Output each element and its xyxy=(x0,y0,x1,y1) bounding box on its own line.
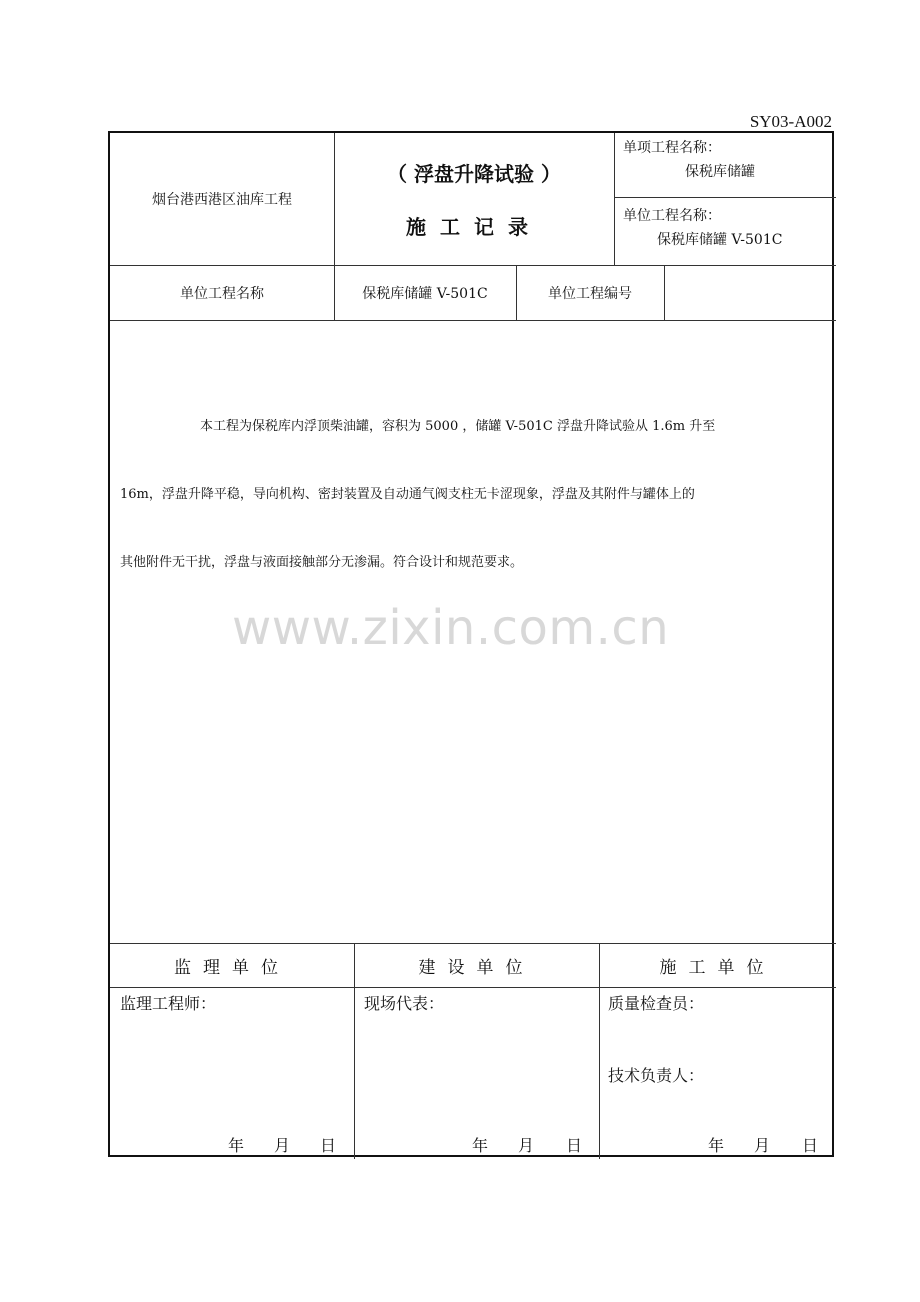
form-title xyxy=(334,133,614,265)
watermark: www.zixin.com.cn xyxy=(232,600,670,656)
content-line: 本工程为保税库内浮顶柴油罐，容积为 5000 ，储罐 V-501C 浮盘升降试验从 1.6m 升至 xyxy=(200,419,716,434)
technical-lead-label: 技术负责人： xyxy=(608,1066,705,1085)
supervision-unit-heading: 监理单位 xyxy=(174,957,290,978)
divider xyxy=(614,133,615,265)
content-line: 其他附件无干扰，浮盘与液面接触部分无渗漏。符合设计和规范要求。 xyxy=(120,555,524,570)
unit-code-value xyxy=(664,265,836,320)
unit-project-value: 保税库储罐 V-501C xyxy=(657,232,783,248)
single-item-block xyxy=(623,137,823,181)
unit-name-value: 保税库储罐 V-501C xyxy=(362,285,488,302)
owner-unit-heading: 建设单位 xyxy=(418,957,535,978)
content-line: 16m，浮盘升降平稳，导向机构、密封装置及自动通气阀支柱无卡涩现象，浮盘及其附件与罐体上的 xyxy=(120,487,695,502)
supervision-date-year: 年 xyxy=(228,1136,245,1155)
unit-code-label: 单位工程编号 xyxy=(548,285,632,302)
project-name: 烟台港西港区油库工程 xyxy=(152,192,292,208)
contractor-date-year: 年 xyxy=(708,1136,725,1155)
unit-name-label: 单位工程名称 xyxy=(180,285,264,302)
single-item-value: 保税库储罐 xyxy=(685,164,755,180)
contractor-date-day: 日 xyxy=(802,1136,819,1155)
divider xyxy=(614,197,836,198)
divider xyxy=(110,987,836,988)
site-representative-label: 现场代表： xyxy=(364,994,445,1013)
quality-inspector-label: 质量检查员： xyxy=(608,994,705,1013)
record-title: 施工记录 xyxy=(406,215,542,239)
record-content xyxy=(120,321,826,597)
supervision-date-day: 日 xyxy=(320,1136,337,1155)
contractor-unit-heading: 施工单位 xyxy=(659,957,776,978)
single-item-label: 单项工程名称： xyxy=(623,140,721,156)
contractor-date-month: 月 xyxy=(754,1136,771,1155)
supervision-date-month: 月 xyxy=(274,1136,291,1155)
unit-project-block xyxy=(623,205,833,249)
owner-date-month: 月 xyxy=(518,1136,535,1155)
owner-date-day: 日 xyxy=(566,1136,583,1155)
supervision-engineer-label: 监理工程师： xyxy=(120,994,217,1013)
owner-date-year: 年 xyxy=(472,1136,489,1155)
document-code: SY03-A002 xyxy=(749,112,832,131)
unit-project-label: 单位工程名称： xyxy=(623,208,721,224)
test-name: （ 浮盘升降试验 ） xyxy=(387,162,561,186)
